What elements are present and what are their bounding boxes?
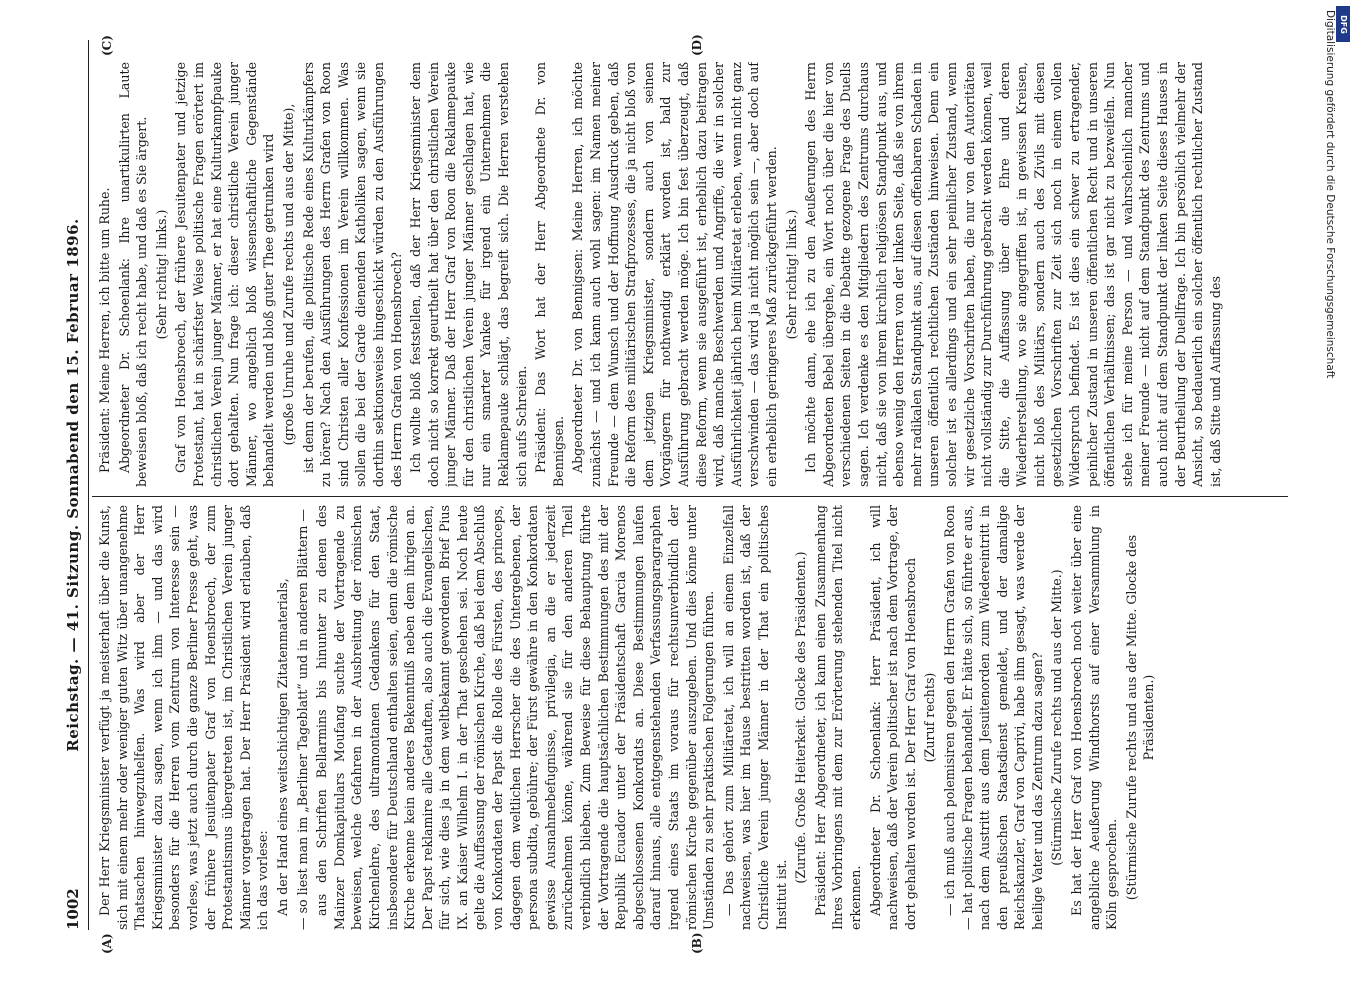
- paragraph: Es hat der Herr Graf von Hoensbroech noch weiter über eine angebliche Aeußerung Windthorsts auf einer Versammlung in Köln gesprochen.: [1069, 505, 1120, 930]
- paragraph: (Stürmische Zurufe rechts und aus der Mitte.): [1049, 569, 1065, 866]
- paragraph: Graf von Hoensbroech, der frühere Jesuitenpater und jetzige Protestant, hat in schärfster Weise politische Fragen erörtert im christlichen Verein junger Männer, er hat eine Kulturkampfpauke dort gehalten. Nun frage ich: dieser christliche Verein junger Männer, wo angeblich bloß wissenschaftliche Gegenstände behandelt werden und bloß guter Thee getrunken wird: [173, 62, 277, 487]
- digitization-note-text: Digitalisierung gefördert durch die Deutsche Forschungsgemeinschaft: [1324, 10, 1336, 379]
- paragraph: — so liest man im „Berliner Tageblatt“ und in anderen Blättern —: [294, 509, 310, 930]
- paragraph: — ich muß auch polemisiren gegen den Herrn Grafen von Roon — hat politische Fragen behandelt. Er hätte sich, so führte er aus, nach dem Austritt aus dem Jesuitenorden zum Wiedereintritt in den preußischen Staatsdienst gemeldet, und der damalige Reichskanzler, Graf von Caprivi, habe ihm gesagt, was werde der heilige Vater und das Zentrum dazu sagen?: [941, 505, 1045, 930]
- paragraph: (große Unruhe und Zurufe rechts und aus der Mitte),: [280, 103, 296, 446]
- page-header: [64, 40, 88, 930]
- paragraph: Präsident: Herr Abgeordneter, ich kann einen Zusammenhang Ihres Vorbringens mit dem zur Erörterung stehenden Titel nicht erkennen.: [812, 505, 863, 930]
- paragraph: (Stürmische Zurufe rechts und aus der Mitte. Glocke des Präsidenten.): [1123, 534, 1157, 901]
- paragraph: Abgeordneter Dr. von Bennigsen: Meine Herren, ich möchte zunächst — und ich kann auch wohl sagen: im Namen meiner Freunde — dem Wunsch und der Hoffnung Ausdruck geben, daß die Reform des militärischen Strafprozesses, die ja nicht bloß von dem jetzigen Kriegsminister, sondern auch von seinen Vorgängern für nothwendig erklärt worden ist, bald zur Ausführung gebracht werden möge. Ich bin fest überzeugt, daß diese Reform, wenn sie ausgeführt ist, erheblich dazu beitragen wird, daß manche Beschwerden und Angriffe, die wir in solcher Ausführlichkeit jährlich beim Militäretat erleben, wenn nicht ganz verschwinden — das wird ja nicht möglich sein —, aber doch auf ein erheblich geringeres Maß zurückgeführt werden.: [570, 62, 779, 487]
- paragraph: Ich möchte dann, ehe ich zu den Aeußerungen des Herrn Abgeordneten Bebel übergehe, ein Wort noch über die hier von verschiedenen Seiten in die Debatte gezogene Frage des Duells sagen. Ich verdenke es den Mitgliedern des Zentrums durchaus nicht, daß sie von ihrem kirchlich religiösen Standpunkt aus, und ebenso wenig den Herren von der linken Seite, daß sie von ihrem mehr radikalen Standpunkt aus, auf diesen offenbaren Schaden in unseren öffentlich rechtlichen Zuständen hinweisen. Denn ein solcher ist es allerdings und ein sehr peinlicher Zustand, wenn wir gesetzliche Vorschriften haben, die nur von den Autoritäten nicht vollständig zur Durchführung gebracht werden können, weil die Sitte, die Auffassung über die Ehre und deren Wiederherstellung, wo sie angegriffen ist, in gewissen Kreisen, nicht bloß des Militärs, sondern auch des Zivils mit diesen gesetzlichen Vorschriften zur Zeit sich noch in einem vollen Widerspruch befindet. Es ist dies ein schwer zu ertragender, peinlicher Zustand in unseren öffentlichen Recht und in unseren öffentlichen Verhältnissen; das ist gar nicht zu bezweifeln. Nun stehe ich für meine Person — und wahrscheinlich mancher meiner Freunde — nicht auf dem Standpunkt des Zentrums und auch nicht auf dem Standpunkt der linken Seite dieses Hauses in der Beurtheilung der Duellfrage. Ich bin persönlich vielmehr der Ansicht, so bedauerlich ein solcher öffentlich rechtlicher Zustand ist, daß Sitte und Auffassung des: [803, 62, 1223, 487]
- dfg-logo-text: DFG: [1338, 14, 1348, 34]
- paragraph: (Zuruf rechts): [922, 672, 938, 763]
- paragraph: Ich wollte bloß feststellen, daß der Herr Kriegsminister dem doch nicht so korrekt geurtheilt hat über den christlichen Verein junger Männer. Daß der Herr Graf von Roon die Reklamepauke für den christlichen Verein junger Männer geschlagen hat, wie nur ein smarter Yankee für irgend ein Unternehmen die Reklamepauke schlägt, das begreift sich. Die Herren verstehen sich aufs Schreien.: [408, 62, 529, 487]
- header-rule: [88, 40, 89, 930]
- paragraph: — Das gehört zum Militäretat, ich will an einem Einzelfall nachweisen, was hier im Hause bestritten worden ist, daß der Christliche Verein junger Männer in der That ein politisches Institut ist.: [720, 505, 789, 930]
- page-number: 1002: [64, 888, 82, 930]
- margin-marker-d: (D): [690, 34, 704, 56]
- paragraph: Der Herr Kriegsminister verfügt ja meisterhaft über die Kunst, sich mit einem mehr oder weniger guten Witz über unangenehme Thatsachen hinwegzuhelfen. Was wird aber der Herr Kriegsminister dazu sagen, wenn ich ihm — und das wird besonders für die Herren vom Zentrum von Interesse sein — vorlese, was jetzt auch durch die ganze Berliner Presse geht, was der frühere Jesuitenpater Graf von Hoensbroech, der zum Protestantismus übergetreten ist, im Christlichen Verein junger Männer vorgetragen hat. Der Herr Präsident wird erlauben, daß ich das vorlese:: [97, 505, 271, 930]
- column-divider: [92, 496, 1288, 497]
- paragraph: Abgeordneter Dr. Schoenlank: Ihre unartikulirten Laute beweisen bloß, daß ich recht habe, und daß es Sie ärgert.: [116, 62, 150, 487]
- left-column: [96, 505, 1286, 930]
- paragraph: aus den Schriften Bellarmins bis hinunter zu denen des Mainzer Domkapitulars Moufang suchte der Vortragende zu beweisen, welche Gefahren in der Ausbreitung der römischen Kirchenlehre, des ultramontanen Gedankens für den Staat, insbesondere für Deutschland enthalten seien, denn die römische Kirche erkenne kein anderes Bekenntniß neben dem ihrigen an. Der Papst reklamire alle Getauften, also auch die Evangelischen, für sich, wie dies ja in dem weltbekannt gewordenen Brief Pius IX. an Kaiser Wilhelm I. in der That geschehen sei. Noch heute gelte die Auffassung der römischen Kirche, daß bei dem Abschluß von Konkordaten der Papst die Rolle des Fürsten, des princeps, dagegen dem weltlichen Herrscher die des Untergebenen, der persona subdita, gebühre; der Fürst gewähre in den Konkordaten gewisse Ausnahmebefugnisse, privilegia, an die er jederzeit zurücknehmen könne, während sie für den anderen Theil verbindlich blieben. Zum Beweise für diese Behauptung führte der Vortragende die hauptsächlichen Bestimmungen des mit der Republik Ecuador unter der Präsidentschaft Garcia Morenos abgeschlossenen Konkordats an. Diese Bestimmungen laufen darauf hinaus, alle entgegenstehenden Verfassungsparagraphen irgend eines Staats im voraus für rechtsunverbindlich der römischen Kirche gegenüber auszugeben. Und dies könne unter Umständen zu sehr praktischen Folgerungen führen.: [314, 505, 717, 930]
- paragraph: ist denn der berufen, die politische Rede eines Kulturkämpfers zu hören? Nach den Ausführungen des Herrn Grafen von Roon sind Christen aller Konfessionen im Verein willkommen. Was sollen die bei der Garde dienenden Katholiken sagen, wenn sie dorthin sektionsweise hingeschickt würden zu den Ausführungen des Herrn Grafen von Hoensbroech?: [300, 62, 404, 487]
- page-title: Reichstag. — 41. Sitzung. Sonnabend den 15. Februar 1896.: [64, 218, 82, 752]
- paragraph: Präsident: Das Wort hat der Herr Abgeordnete Dr. von Bennigsen.: [533, 62, 566, 487]
- paragraph: Abgeordneter Dr. Schoenlank: Herr Präsident, ich will nachweisen, daß der Verein politischer ist nach dem Vortrage, der dort gehalten worden ist. Der Herr Graf von Hoensbroech: [867, 505, 918, 930]
- margin-marker-b: (B): [690, 932, 704, 954]
- paragraph: (Zurufe. Große Heiterkeit. Glocke des Präsidenten.): [793, 551, 809, 884]
- margin-marker-c: (C): [100, 35, 114, 56]
- paragraph: (Sehr richtig! links.): [783, 209, 799, 340]
- right-column: [96, 62, 1286, 487]
- dfg-logo: [1336, 6, 1350, 42]
- margin-marker-a: (A): [100, 933, 114, 954]
- paragraph: (Sehr richtig! links.): [153, 209, 169, 340]
- paragraph: Präsident: Meine Herren, ich bitte um Ruhe.: [97, 187, 112, 473]
- paragraph: An der Hand eines weitschichtigen Zitatenmaterials,: [274, 578, 290, 916]
- digitization-note: [1322, 10, 1338, 660]
